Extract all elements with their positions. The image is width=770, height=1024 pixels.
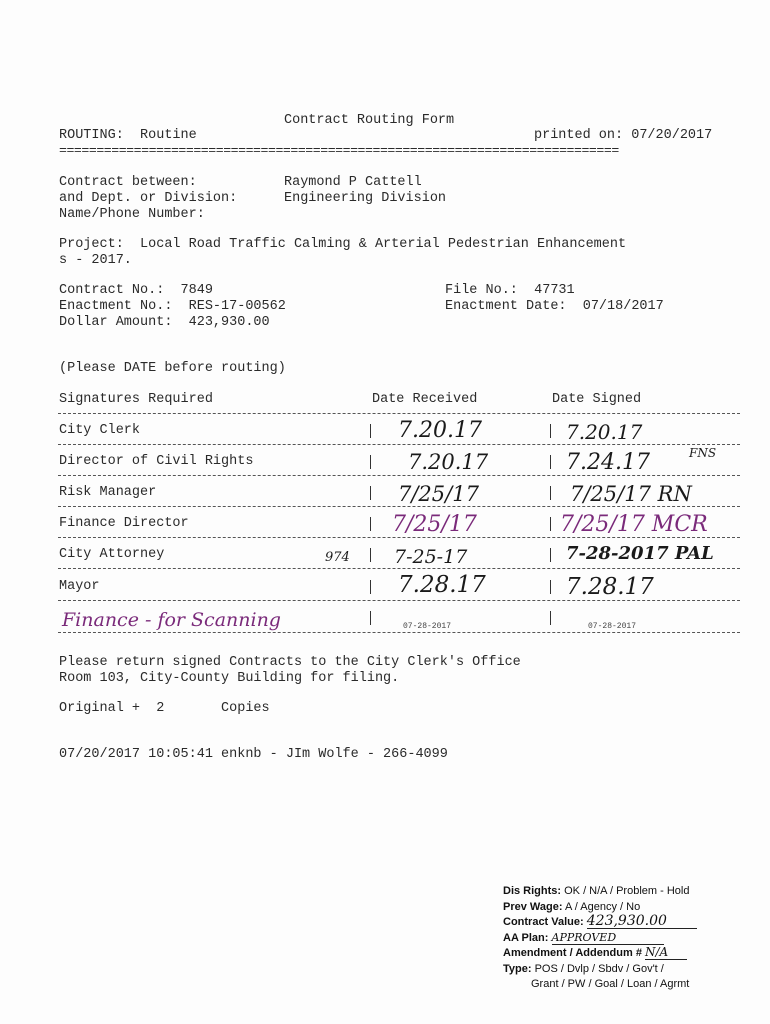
role-risk-manager: Risk Manager [59, 485, 157, 500]
received-stamp: 07-28-2017 [403, 622, 452, 631]
review-stamp [503, 884, 697, 993]
row-divider [58, 632, 740, 633]
role-mayor: Mayor [59, 579, 100, 594]
column-bar [370, 548, 371, 562]
signed-finance-director: 7/25/17 MCR [560, 512, 708, 537]
received-city-attorney: 7-25-17 [394, 546, 468, 568]
received-civil-rights: 7.20.17 [408, 450, 489, 474]
row-divider [58, 475, 740, 476]
column-bar [550, 486, 551, 500]
return-instructions: Please return signed Contracts to the City Clerk's Office Room 103, City-County Building for filing. [59, 655, 521, 686]
stamp-type: Type: POS / Dvlp / Sbdv / Gov't / [503, 962, 664, 975]
signed-risk-manager: 7/25/17 RN [570, 482, 692, 506]
routing-label: ROUTING: Routine [59, 128, 197, 143]
row-divider [58, 537, 740, 538]
stamp-prev-wage: Prev Wage: A / Agency / No [503, 900, 641, 913]
role-city-clerk: City Clerk [59, 423, 141, 438]
separator-line: =========================================================================== [59, 143, 619, 158]
signed-civil-rights: 7.24.17 [566, 450, 650, 475]
column-bar [370, 424, 371, 438]
stamp-contract-value: Contract Value: 423,930.00 [503, 915, 697, 931]
date-note: (Please DATE before routing) [59, 361, 286, 376]
column-bar [370, 486, 371, 500]
stamp-amendment: Amendment / Addendum # N/A [503, 946, 697, 962]
row-divider [58, 600, 740, 601]
column-bar [550, 548, 551, 562]
contract-labels: Contract between: and Dept. or Division: Name/Phone Number: [59, 175, 238, 222]
header-signatures: Signatures Required [59, 392, 213, 407]
column-bar [370, 580, 371, 594]
received-mayor: 7.28.17 [398, 572, 486, 598]
project-description: Project: Local Road Traffic Calming & Arterial Pedestrian Enhancement s - 2017. [59, 237, 627, 268]
row-divider [58, 444, 740, 445]
contract-values: Raymond P Cattell Engineering Division [284, 175, 447, 206]
column-bar [550, 611, 551, 625]
row-divider [58, 568, 740, 569]
signed-city-attorney: 7-28-2017 PAL [566, 543, 714, 564]
copies-line: Original + 2 Copies [59, 701, 270, 716]
column-bar [370, 517, 371, 531]
signed-stamp: 07-28-2017 [588, 622, 637, 631]
stamp-type-line2: Grant / PW / Goal / Loan / Agrmt [531, 978, 690, 990]
printed-on: printed on: 07/20/2017 [534, 128, 713, 143]
column-bar [370, 611, 371, 625]
column-bar [550, 424, 551, 438]
signed-mayor: 7.28.17 [566, 574, 654, 600]
header-date-signed: Date Signed [552, 392, 642, 407]
received-city-clerk: 7.20.17 [398, 418, 482, 443]
column-bar [550, 517, 551, 531]
finance-scanning-note: Finance - for Scanning [62, 609, 281, 631]
initials-civil-rights: FNS [689, 446, 717, 460]
stamp-dis-rights: Dis Rights: OK / N/A / Problem - Hold [503, 885, 690, 897]
received-finance-director: 7/25/17 [392, 512, 477, 537]
contract-info-right: File No.: 47731 Enactment Date: 07/18/2017 [445, 283, 664, 314]
role-civil-rights: Director of Civil Rights [59, 454, 254, 469]
contract-info-left: Contract No.: 7849 Enactment No.: RES-17-00562 Dollar Amount: 423,930.00 [59, 283, 286, 330]
role-finance-director: Finance Director [59, 516, 189, 531]
role-city-attorney: City Attorney [59, 547, 165, 562]
footer-timestamp: 07/20/2017 10:05:41 enknb - JIm Wolfe - 266-4099 [59, 747, 448, 762]
header-date-received: Date Received [372, 392, 478, 407]
stamp-aa-plan: AA Plan: APPROVED [503, 931, 697, 947]
signed-city-clerk: 7.20.17 [566, 420, 643, 444]
table-divider [58, 413, 740, 414]
column-bar [370, 455, 371, 469]
column-bar [550, 580, 551, 594]
received-risk-manager: 7/25/17 [398, 482, 479, 506]
initials-city-attorney: 974 [325, 550, 350, 565]
row-divider [58, 506, 740, 507]
form-title: Contract Routing Form [284, 113, 455, 128]
column-bar [550, 455, 551, 469]
